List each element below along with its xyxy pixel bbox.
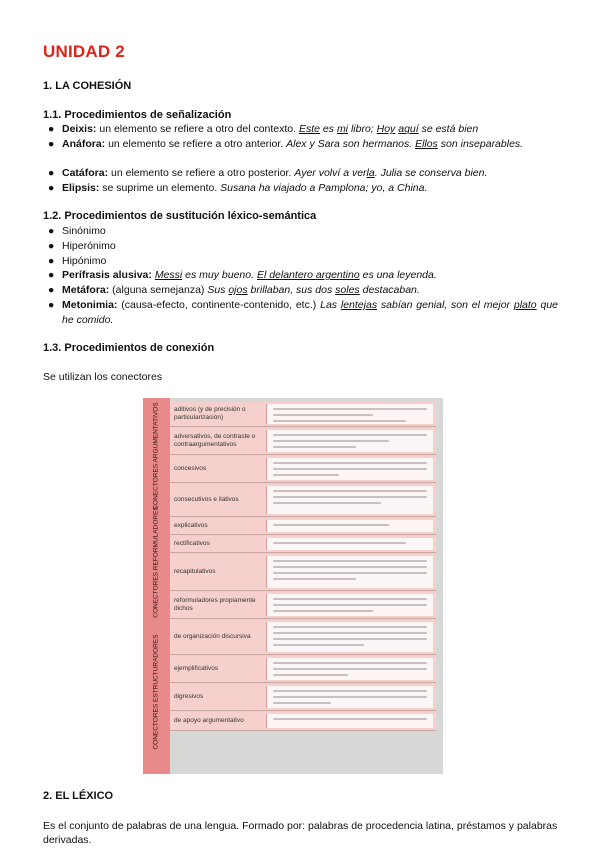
- unit-title: UNIDAD 2: [43, 42, 125, 61]
- table-row: rectificativos: [170, 536, 436, 553]
- table-row: concesivos: [170, 456, 436, 483]
- table-row: aditivos (y de precisión o particularización): [170, 402, 436, 427]
- group-estructuradores: CONECTORES ESTRUCTURADORES: [152, 634, 160, 750]
- subsection-1-2-heading: 1.2. Procedimientos de sustitución léxico-semántica: [43, 210, 317, 222]
- table-row: reformuladores propiamente dichos: [170, 592, 436, 619]
- section-2-text: Es el conjunto de palabras de una lengua. Formado por: palabras de procedencia latina, préstamos y palabras derivadas.: [43, 820, 558, 846]
- table-row: de organización discursiva: [170, 620, 436, 655]
- list-item-elipsis: ● Elipsis: se suprime un elemento. Susana ha viajado a Pamplona; yo, a China.: [48, 182, 428, 194]
- list-item-anafora: ● Anáfora: un elemento se refiere a otro anterior. Alex y Sara son hermanos. Ellos son inseparables.: [48, 138, 524, 150]
- list-item-catafora: ● Catáfora: un elemento se refiere a otro posterior. Ayer volví a verla. Julia se conserva bien.: [48, 167, 488, 179]
- subsection-1-1-heading: 1.1. Procedimientos de señalización: [43, 109, 232, 121]
- section-2-heading: 2. EL LÉXICO: [43, 790, 114, 802]
- table-row: adversativos, de contraste o contraargumentativos: [170, 428, 436, 455]
- group-reformuladores: CONECTORES REFORMULADORES: [152, 506, 160, 618]
- list-item-metonimia: ● Metonimia: (causa-efecto, continente-contenido, etc.) Las lentejas sabían genial, son el mejor plato que he comido.: [48, 299, 559, 326]
- list-item-hiperonimo: ● Hiperónimo: [48, 240, 116, 252]
- group-argumentativos: CONECTORES ARGUMENTATIVOS: [152, 402, 160, 510]
- list-item-deixis: ● Deixis: un elemento se refiere a otro del contexto. Este es mi libro; Hoy aquí se está bien: [48, 123, 479, 135]
- list-item-sinonimo: ● Sinónimo: [48, 225, 106, 237]
- subsection-1-3-heading: 1.3. Procedimientos de conexión: [43, 342, 215, 354]
- list-item-metafora: ● Metáfora: (alguna semejanza) Sus ojos brillaban, sus dos soles destacaban.: [48, 284, 420, 296]
- section-1-heading: 1. LA COHESIÓN: [43, 80, 132, 92]
- list-item-hiponimo: ● Hipónimo: [48, 255, 107, 267]
- connectors-table-image: [143, 398, 443, 774]
- table-row: consecutivos e ilativos: [170, 484, 436, 517]
- list-item-perifrasis: ● Perífrasis alusiva: Messi es muy bueno. El delantero argentino es una leyenda.: [48, 269, 437, 281]
- connectors-intro: Se utilizan los conectores: [43, 371, 163, 383]
- table-row: digresivos: [170, 684, 436, 711]
- table-row: ejemplificativos: [170, 656, 436, 683]
- table-row: explicativos: [170, 518, 436, 535]
- table-row: de apoyo argumentativo: [170, 712, 436, 731]
- table-row: recapitulativos: [170, 554, 436, 591]
